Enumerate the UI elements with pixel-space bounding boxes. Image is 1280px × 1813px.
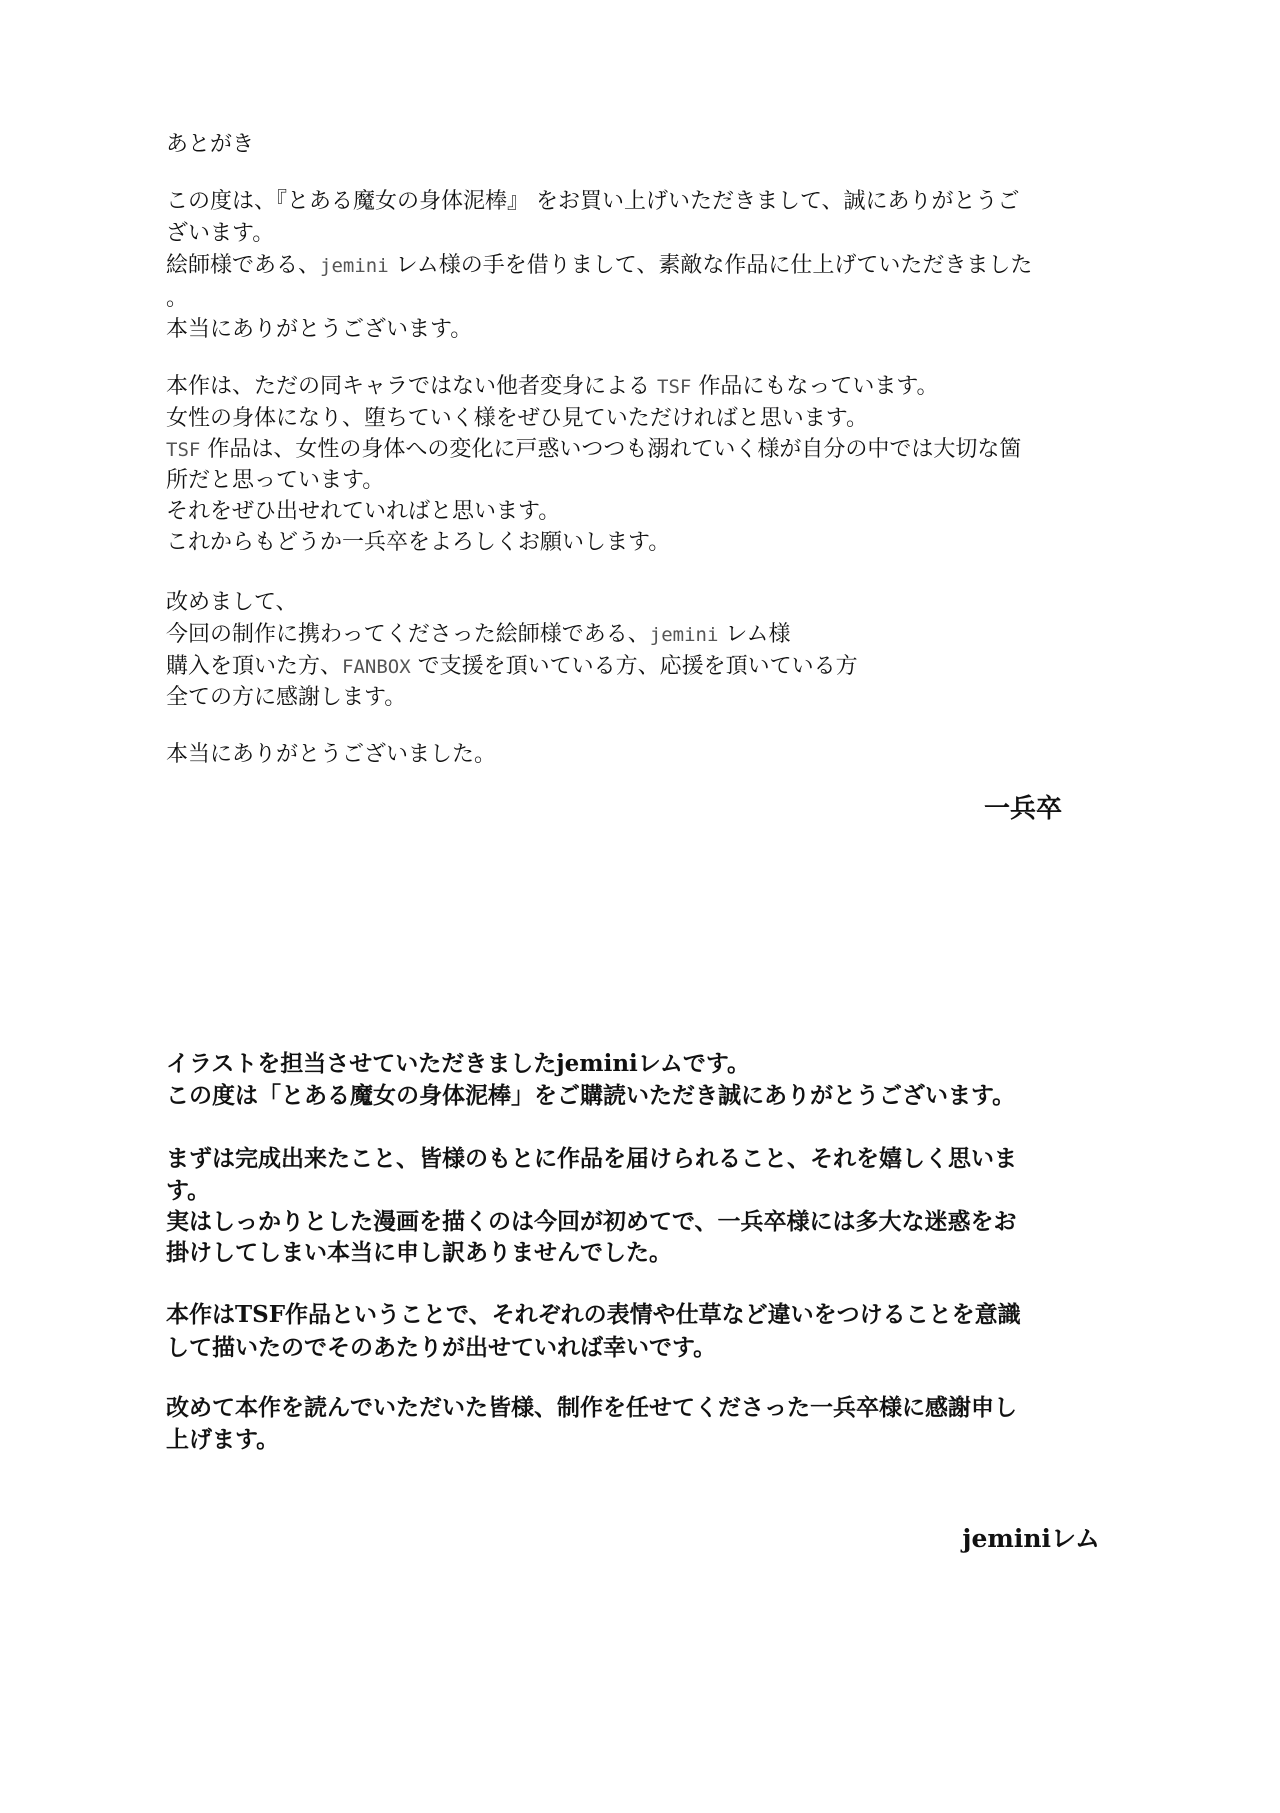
text-segment: レム様: [718, 622, 791, 647]
text-segment: 絵師様である、: [166, 253, 321, 278]
text-segment: 購入を頂いた方、: [166, 654, 343, 679]
text-segment: 全ての方に感謝します。: [166, 685, 407, 710]
afterword-line: [166, 187, 1020, 217]
text-segment: 女性の身体になり、堕ちていく様をぜひ見ていただければと思います。: [166, 406, 869, 431]
illustrator-note-line: この度は「とある魔女の身体泥棒」をご購読いただき誠にありがとうございます。: [166, 1082, 1016, 1109]
text-segment: 今回の制作に携わってくださった絵師様である、: [166, 622, 650, 647]
illustrator-note-line: 本作はTSF作品ということで、それぞれの表情や仕草など違いをつけることを意識: [166, 1301, 1021, 1328]
closing-line: 本当にありがとうございました。: [166, 742, 497, 767]
illustrator-note-line: 実はしっかりとした漫画を描くのは今回が初めてで、一兵卒様には多大な迷惑をお: [166, 1208, 1017, 1235]
afterword-line: [166, 620, 791, 650]
illustrator-note-line: す。: [166, 1177, 211, 1204]
illustrator-note-line: イラストを担当させていただきましたjeminiレムです。: [166, 1050, 751, 1077]
text-segment: で支援を頂いている方、応援を頂いている方: [410, 654, 858, 679]
text-segment: この度は、『とある魔女の身体泥棒』 をお買い上げいただきまして、誠にありがとうご: [166, 189, 1020, 214]
afterword-line: [166, 497, 560, 527]
afterword-line: [166, 652, 858, 682]
afterword-line: [166, 284, 188, 314]
afterword-line: [166, 404, 868, 434]
afterword-line: [166, 528, 670, 558]
illustrator-note-line: 改めて本作を読んでいただいた皆様、制作を任せてくださった一兵卒様に感謝申し: [166, 1394, 1017, 1421]
text-segment: ざいます。: [166, 221, 275, 246]
illustrator-signature: jeminiレム: [962, 1524, 1100, 1553]
author-signature: 一兵卒: [983, 794, 1062, 824]
afterword-line: [166, 683, 406, 713]
text-segment: 作品は、女性の身体への変化に戸惑いつつも溺れていく様が自分の中では大切な箇: [200, 437, 1022, 462]
text-segment: 本当にありがとうございます。: [166, 317, 473, 342]
afterword-line: [166, 219, 274, 249]
latin-term: TSF: [166, 439, 201, 461]
latin-term: FANBOX: [342, 656, 411, 678]
illustrator-note-line: して描いたのでそのあたりが出せていれば幸いです。: [166, 1334, 717, 1361]
afterword-line: [166, 466, 384, 496]
text-segment: これからもどうか一兵卒をよろしくお願いします。: [166, 530, 671, 555]
text-segment: 。: [166, 286, 189, 311]
text-segment: レム様の手を借りまして、素敵な作品に仕上げていただきました: [388, 253, 1033, 278]
latin-term: jemini: [320, 255, 389, 277]
text-segment: 改めまして、: [166, 590, 298, 615]
latin-term: TSF: [657, 376, 692, 398]
illustrator-note-line: 掛けしてしまい本当に申し訳ありませんでした。: [166, 1239, 672, 1266]
afterword-line: [166, 435, 1021, 465]
afterword-line: [166, 588, 298, 618]
text-segment: 作品にもなっています。: [691, 374, 939, 399]
afterword-title: あとがき: [166, 132, 255, 157]
latin-term: jemini: [649, 624, 719, 646]
illustrator-note-line: 上げます。: [166, 1426, 280, 1453]
afterword-line: [166, 372, 939, 402]
illustrator-note-line: まずは完成出来たこと、皆様のもとに作品を届けられること、それを嬉しく思いま: [166, 1145, 1017, 1172]
text-segment: 本作は、ただの同キャラではない他者変身による: [166, 374, 657, 399]
afterword-line: [166, 251, 1032, 281]
afterword-line: [166, 315, 472, 345]
text-segment: 所だと思っています。: [166, 468, 385, 493]
text-segment: それをぜひ出せれていればと思います。: [166, 499, 561, 524]
